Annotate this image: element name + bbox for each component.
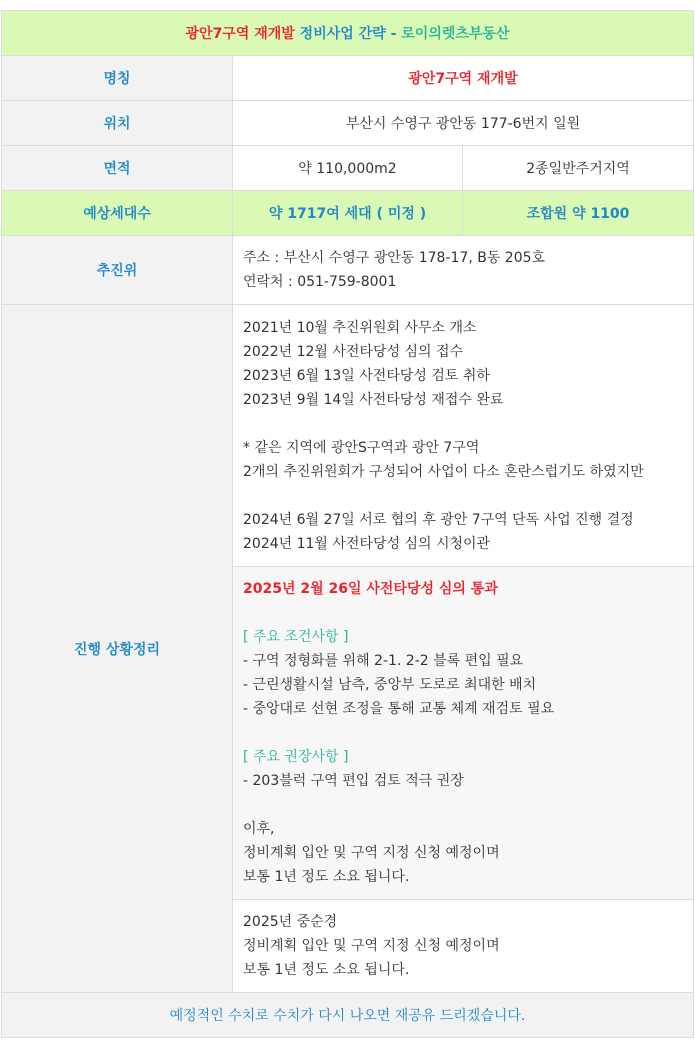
location-label: 위치 — [2, 101, 233, 146]
recommendations-title: [ 주요 권장사항 ] — [243, 749, 349, 765]
committee-address: 주소 : 부산시 수영구 광안동 178-17, B동 205호 — [243, 250, 546, 266]
households-row — [2, 191, 694, 236]
committee-row — [2, 236, 694, 305]
progress-line: 2022년 12월 사전타당성 심의 접수 — [243, 343, 464, 360]
title-row — [2, 11, 694, 56]
table-title — [2, 11, 694, 56]
condition-item: - 구역 정형화를 위해 2-1. 2-2 블록 편입 필요 — [243, 653, 524, 669]
progress-block-2 — [233, 567, 694, 900]
progress-label: 진행 상황정리 — [2, 305, 233, 993]
area-value: 약 110,000m2 — [233, 146, 463, 191]
info-table — [1, 10, 694, 1038]
progress-headline: 2025년 2월 26일 사전타당성 심의 통과 — [243, 581, 498, 597]
progress-line: 2023년 9월 14일 사전타당성 재접수 완료 — [243, 391, 504, 408]
spacer — [243, 601, 683, 625]
after-line: 정비계획 입안 및 구역 지정 신청 예정이며 — [243, 845, 500, 861]
area-row — [2, 146, 694, 191]
progress-line: 2024년 11월 사전타당성 심의 시청이관 — [243, 535, 491, 552]
name-value: 광안7구역 재개발 — [233, 56, 694, 101]
after-line: 보통 1년 정도 소요 됩니다. — [243, 869, 410, 885]
progress-line — [243, 412, 683, 436]
households-label: 예상세대수 — [2, 191, 233, 236]
households-value: 약 1717여 세대 ( 미정 ) — [233, 191, 463, 236]
progress-line: 2021년 10월 추진위원회 사무소 개소 — [243, 319, 477, 336]
footer-row — [2, 993, 694, 1038]
recommendation-item: - 203블럭 구역 편입 검토 적극 권장 — [243, 773, 464, 789]
progress-line — [243, 484, 683, 508]
progress-line: 2023년 6월 13일 사전타당성 검토 취하 — [243, 367, 490, 384]
condition-item: - 근린생활시설 남측, 중앙부 도로로 최대한 배치 — [243, 677, 537, 693]
committee-contact: 연락처 : 051-759-8001 — [243, 274, 397, 290]
condition-item: - 중앙대로 선현 조정을 통해 교통 체계 재검토 필요 — [243, 701, 555, 717]
progress-row-1 — [2, 305, 694, 567]
title-highlight: 광안7구역 재개발 — [185, 26, 295, 42]
progress-line: * 같은 지역에 광안S구역과 광안 7구역 — [243, 439, 480, 456]
spacer — [243, 793, 683, 817]
members-value: 조합원 약 1100 — [463, 191, 694, 236]
info-table-wrapper — [1, 10, 693, 1038]
progress-line: 2025년 중순경 — [243, 914, 338, 930]
location-value: 부산시 수영구 광안동 177-6번지 일원 — [233, 101, 694, 146]
progress-line: 2개의 추진위원회가 구성되어 사업이 다소 혼란스럽기도 하였지만 — [243, 463, 644, 480]
after-line: 이후, — [243, 821, 275, 837]
footer-note: 예정적인 수치로 수치가 다시 나오면 재공유 드리겠습니다. — [2, 993, 694, 1038]
name-row — [2, 56, 694, 101]
progress-block-1 — [233, 305, 694, 567]
progress-block-3 — [233, 900, 694, 993]
progress-line: 정비계획 입안 및 구역 지정 신청 예정이며 — [243, 938, 500, 954]
committee-info — [233, 236, 694, 305]
spacer — [243, 721, 683, 745]
title-brand: 로이의렛츠부동산 — [396, 26, 510, 42]
committee-label: 추진위 — [2, 236, 233, 305]
zone-value: 2종일반주거지역 — [463, 146, 694, 191]
title-middle: 정비사업 간략 - — [294, 26, 397, 42]
area-label: 면적 — [2, 146, 233, 191]
progress-line: 2024년 6월 27일 서로 협의 후 광안 7구역 단독 사업 진행 결정 — [243, 511, 634, 528]
conditions-title: [ 주요 조건사항 ] — [243, 629, 349, 645]
progress-line: 보통 1년 정도 소요 됩니다. — [243, 962, 410, 978]
name-label: 명칭 — [2, 56, 233, 101]
location-row — [2, 101, 694, 146]
